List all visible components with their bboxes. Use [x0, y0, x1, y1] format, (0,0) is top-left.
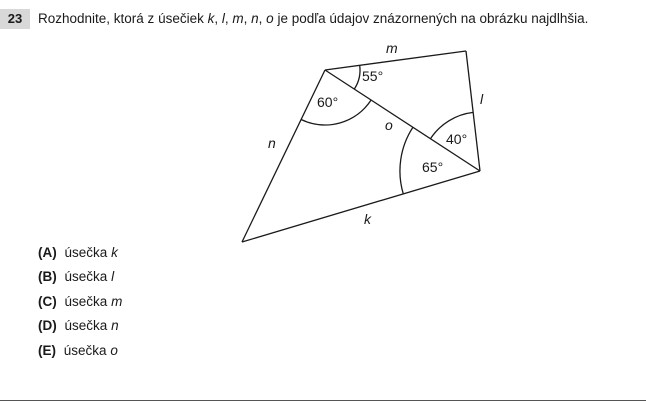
- question-number: 23: [0, 9, 30, 29]
- option-letter: (A): [38, 245, 57, 260]
- question-text-before: Rozhodnite, ktorá z úsečiek: [38, 11, 208, 26]
- option-letter: (D): [38, 318, 57, 334]
- option-letter: (E): [38, 342, 56, 358]
- option-word: úsečka: [64, 245, 108, 260]
- segment-separator: ,: [224, 11, 233, 26]
- segment-separator: ,: [258, 11, 267, 26]
- segment-m: m: [232, 11, 244, 26]
- segment-separator: ,: [243, 11, 252, 26]
- option-var: o: [110, 342, 118, 358]
- segment-o: o: [266, 11, 274, 26]
- side-label-n: n: [268, 135, 276, 151]
- bottom-divider: [0, 400, 646, 401]
- question-text-after: je podľa údajov znázornených na obrázku najdlhšia.: [273, 11, 589, 26]
- option-a[interactable]: [38, 243, 122, 267]
- segment-l: l: [221, 11, 225, 26]
- option-letter: (C): [38, 293, 57, 309]
- angle-label-right-lower: 65°: [422, 159, 444, 175]
- option-var: m: [111, 293, 123, 309]
- angle-arc-right-lower: [400, 127, 413, 194]
- option-e[interactable]: [38, 341, 122, 365]
- angle-arc-top-right: [354, 65, 360, 89]
- answer-options: [38, 243, 122, 365]
- side-label-o: o: [385, 117, 393, 133]
- side-label-l: l: [480, 91, 484, 107]
- angle-label-top-left: 60°: [317, 94, 339, 110]
- option-d[interactable]: [38, 316, 122, 340]
- segment-line-k: [242, 171, 480, 242]
- segment-separator: ,: [214, 11, 222, 26]
- option-c[interactable]: [38, 292, 122, 316]
- option-var: k: [111, 245, 118, 260]
- segment-k: k: [207, 11, 215, 26]
- option-var: n: [111, 318, 119, 334]
- segment-line-l: [466, 51, 480, 171]
- segment-n: n: [251, 11, 259, 26]
- angle-label-top-right: 55°: [362, 68, 384, 84]
- option-word: úsečka: [64, 269, 108, 285]
- option-word: úsečka: [64, 293, 108, 309]
- option-var: l: [111, 269, 115, 285]
- option-b[interactable]: [38, 267, 122, 291]
- segment-line-n: [242, 70, 325, 242]
- option-word: úsečka: [63, 342, 107, 358]
- angle-label-right-upper: 40°: [446, 131, 468, 147]
- option-word: úsečka: [64, 318, 108, 334]
- side-label-m: m: [386, 40, 398, 56]
- side-label-k: k: [364, 211, 371, 227]
- option-letter: (B): [38, 269, 57, 285]
